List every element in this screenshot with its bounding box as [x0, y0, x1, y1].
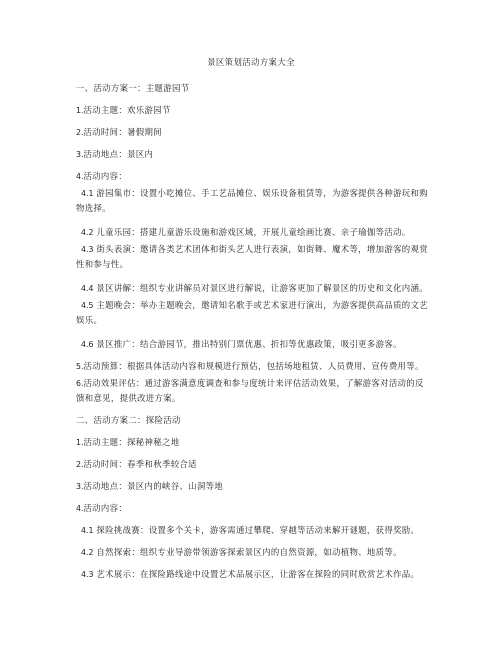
- plan1-item-4-1: 4.1 游园集市：设置小吃摊位、手工艺品摊位、娱乐设备租赁等，为游客提供各种游玩和购物选择。: [76, 188, 428, 213]
- plan2-item-4-2: 4.2 自然探索：组织专业导游带领游客探索景区内的自然资源，如动植物、地质等。: [81, 547, 402, 557]
- plan1-evaluation: 6.活动效果评估：通过游客满意度调查和参与度统计来评估活动效果，了解游客对活动的反馈和意见，提供改进方案。: [76, 378, 424, 403]
- document-title: 景区策划活动方案大全: [207, 57, 295, 67]
- plan2-theme: 1.活动主题：探秘神秘之地: [76, 437, 180, 447]
- plan1-theme: 1.活动主题：欢乐游园节: [76, 105, 171, 115]
- plan1-content-label: 4.活动内容：: [76, 171, 128, 181]
- plan1-budget: 5.活动预算：根据具体活动内容和规模进行预估，包括场地租赁、人员费用、宣传费用等。: [76, 361, 424, 371]
- plan2-place: 3.活动地点：景区内的峡谷、山洞等地: [76, 481, 224, 491]
- plan1-item-4-6: 4.6 景区推广：结合游园节，推出特别门票优惠、折扣等优惠政策，吸引更多游客。: [81, 339, 402, 349]
- plan1-item-4-3: 4.3 街头表演：邀请各类艺术团体和街头艺人进行表演，如街舞、魔术等，增加游客的观赏性和参与性。: [76, 244, 428, 269]
- plan1-place: 3.活动地点：景区内: [76, 149, 154, 159]
- plan1-item-4-4: 4.4 景区讲解：组织专业讲解员对景区进行解说，让游客更加了解景区的历史和文化内涵。: [81, 283, 428, 293]
- plan2-item-4-3: 4.3 艺术展示：在探险路线途中设置艺术品展示区，让游客在探险的同时欣赏艺术作品。: [81, 569, 420, 579]
- plan1-item-4-2: 4.2 儿童乐园：搭建儿童游乐设施和游戏区域，开展儿童绘画比赛、亲子瑜伽等活动。: [81, 227, 411, 237]
- plan1-time: 2.活动时间：暑假期间: [76, 127, 162, 137]
- plan2-content-label: 4.活动内容：: [76, 503, 128, 513]
- section-heading-plan1: 一、活动方案一：主题游园节: [76, 83, 190, 93]
- plan1-item-4-5: 4.5 主题晚会：举办主题晚会，邀请知名歌手或艺术家进行演出，为游客提供高品质的文艺娱乐。: [76, 300, 428, 325]
- plan2-time: 2.活动时间：春季和秋季较合适: [76, 459, 197, 469]
- section-heading-plan2: 二、活动方案二：探险活动: [76, 415, 181, 425]
- plan2-item-4-1: 4.1 探险挑战赛：设置多个关卡，游客需通过攀爬、穿越等活动来解开谜题，获得奖励。: [81, 525, 420, 535]
